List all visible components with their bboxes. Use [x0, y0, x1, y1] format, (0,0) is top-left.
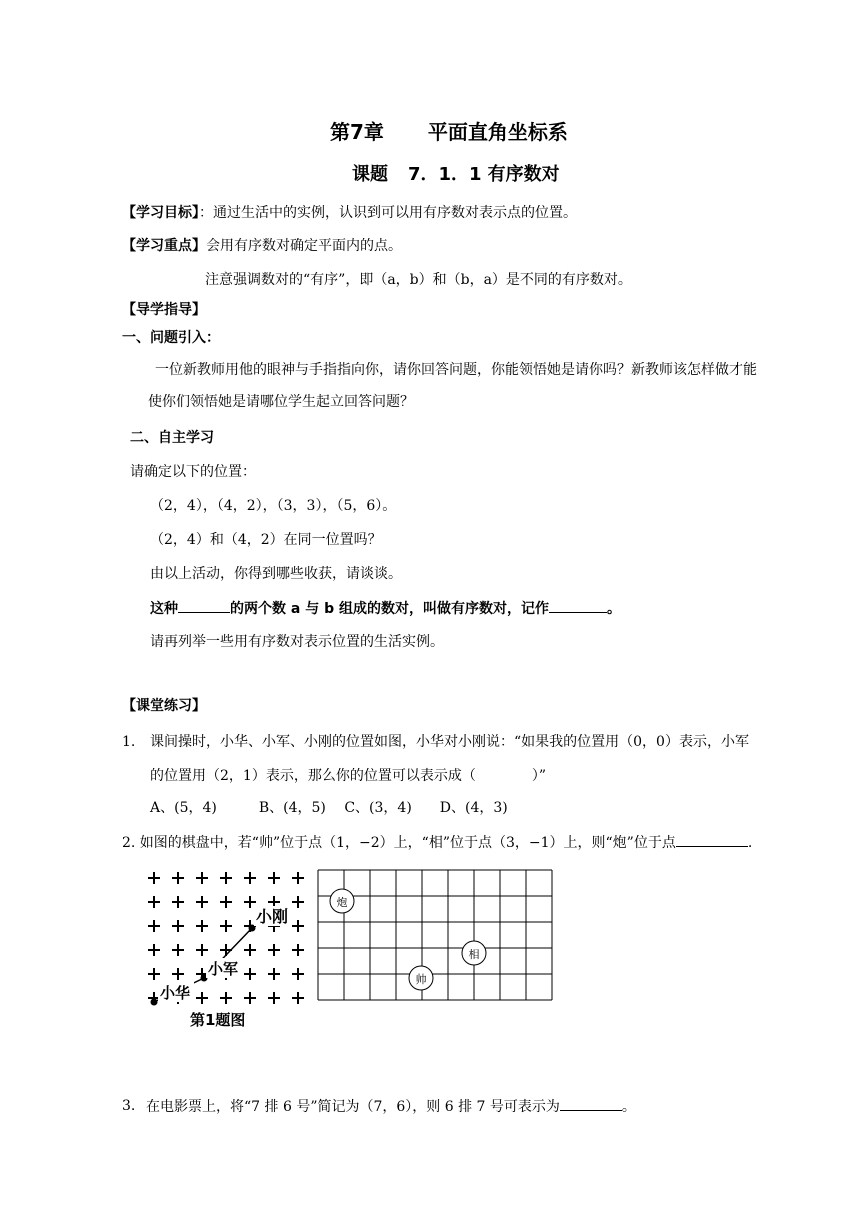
part1-title: 一、问题引入：: [122, 330, 220, 346]
para-determine: 请确定以下的位置：: [130, 464, 256, 480]
figure-1-grid: [142, 868, 304, 1034]
q1-line2: 的位置用（2，1）表示，那么你的位置可以表示成（ ）”: [150, 768, 546, 784]
def-part-c: 。: [606, 601, 621, 617]
q1-options: A、(5，4) B、(4，5) C、(3，4) D、(4，3): [150, 800, 508, 816]
chapter-title: [330, 116, 568, 145]
chessboard-grid: [318, 870, 552, 1000]
learning-goal: [122, 203, 577, 223]
q3-end: 。: [621, 1099, 636, 1115]
q3-text: [146, 1096, 636, 1117]
lesson-number: 7．1．1: [408, 164, 482, 185]
figure-1-caption: 第1题图: [190, 1011, 246, 1029]
figure-2: [316, 868, 556, 1008]
part2-title: 二、自主学习: [130, 430, 214, 446]
definition-line: [150, 598, 621, 619]
q3-number: 3.: [122, 1098, 136, 1114]
practice-label: 【课堂练习】: [122, 698, 206, 714]
para-gains: 由以上活动，你得到哪些收获，请谈谈。: [150, 566, 402, 582]
chapter-name: 平面直角坐标系: [427, 120, 568, 144]
q2-end: .: [747, 835, 753, 851]
figure-1: [142, 868, 304, 1034]
xiaojun-label: 小军: [208, 960, 239, 978]
key-label: 【学习重点】: [122, 238, 206, 254]
lesson-label: 课题: [352, 164, 388, 185]
q1-number: 1.: [122, 734, 136, 750]
q2-body: 2. 如图的棋盘中，若“帅”位于点（1，−2）上，“相”位于点（3，−1）上，则“炮”位于点: [122, 835, 676, 851]
key-note: 注意强调数对的“有序”，即（a，b）和（b，a）是不同的有序数对。: [205, 272, 632, 288]
chapter-number: 第7章: [330, 120, 384, 144]
lesson-title: [352, 160, 560, 186]
def-blank-1[interactable]: [178, 598, 230, 613]
guide-label: 【导学指导】: [122, 302, 206, 318]
q3-body: 在电影票上，将“7 排 6 号”简记为（7，6），则 6 排 7 号可表示为: [146, 1099, 560, 1115]
q2-text: [122, 832, 752, 853]
goal-label: 【学习目标】: [122, 205, 199, 221]
goal-text: ：通过生活中的实例，认识到可以用有序数对表示点的位置。: [199, 205, 577, 221]
def-part-a: 这种: [150, 601, 178, 617]
part1-line2: 使你们领悟她是请哪位学生起立回答问题？: [148, 394, 414, 410]
xiaogang-label: 小刚: [256, 907, 289, 926]
piece-pao-label: 炮: [336, 896, 348, 909]
xiaohua-dot: [151, 999, 158, 1006]
q2-blank[interactable]: [676, 832, 748, 847]
lesson-name: 有序数对: [487, 164, 560, 185]
key-text: 会用有序数对确定平面内的点。: [206, 238, 402, 254]
piece-shuai-label: 帅: [415, 973, 427, 986]
para-examples: 请再列举一些用有序数对表示位置的生活实例。: [150, 634, 444, 650]
xiaohua-label: 小华: [160, 984, 191, 1002]
para-same-position: （2，4）和（4，2）在同一位置吗？: [150, 532, 382, 548]
learning-key: [122, 236, 402, 256]
para-points: （2，4），（4，2），（3，3），（5，6）。: [150, 498, 397, 514]
q1-line1: 课间操时，小华、小军、小刚的位置如图，小华对小刚说：“如果我的位置用（0，0）表示，小军: [150, 734, 749, 750]
part1-line1: 一位新教师用他的眼神与手指指向你，请你回答问题，你能领悟她是请你吗？新教师该怎样做才能: [155, 362, 757, 378]
def-blank-2[interactable]: [549, 598, 607, 613]
chessboard: [316, 868, 556, 1008]
piece-xiang-label: 相: [468, 948, 480, 961]
def-part-b: 的两个数 a 与 b 组成的数对，叫做有序数对，记作: [230, 601, 549, 617]
q3-blank[interactable]: [560, 1096, 622, 1111]
